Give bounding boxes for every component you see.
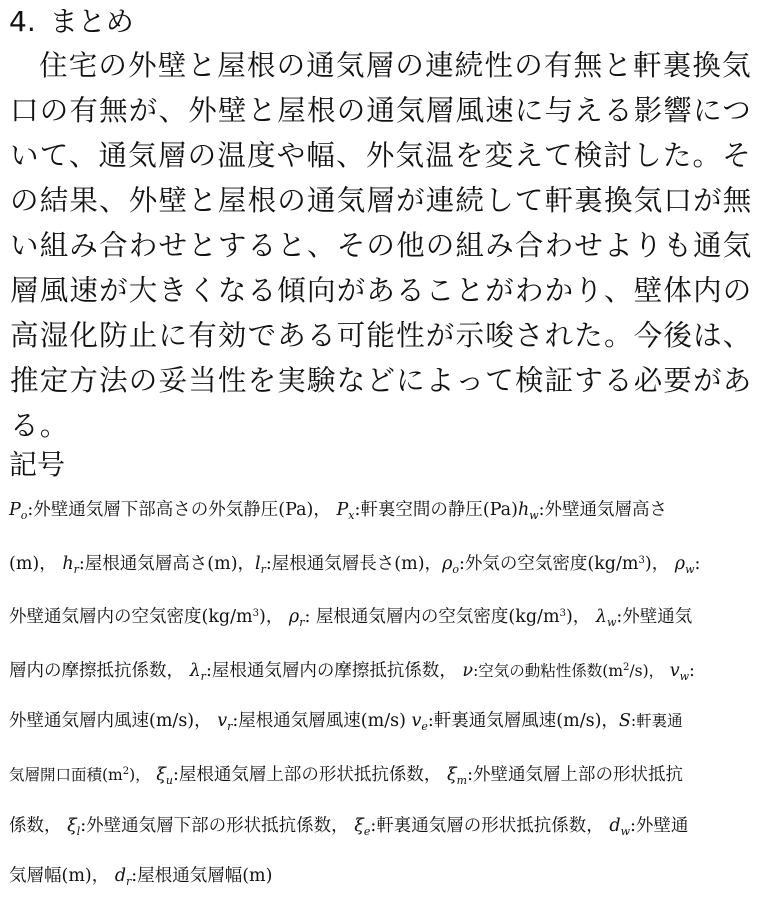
symbol-lr-desc: :屋根通気層長さ(m)，	[265, 553, 443, 574]
symbol-lambda-w-desc: :外壁通気	[616, 607, 693, 628]
summary-line: 層風速が大きくなる傾向があることがわかり、壁体内の	[10, 274, 753, 307]
symbol-xi-u-desc: :屋根通気層上部の形状抵抗係数，	[173, 764, 442, 785]
symbol-xi-e: $\xi_e$	[354, 815, 371, 838]
symbol-rho-o-desc: :外気の空気密度$(kg/m^3)$，	[458, 553, 670, 574]
symbol-hr: $h_r$	[62, 553, 79, 576]
symbol-rho-w: $\rho_w$	[674, 553, 695, 576]
symbol-ve: $v_e$	[411, 711, 428, 734]
symbol-vr-desc: :屋根通気層風速(m/s)	[232, 711, 406, 732]
symbol-hw: $h_w$	[517, 500, 539, 522]
symbol-S-desc: :軒裏通	[630, 712, 683, 731]
section-number: 4.	[9, 5, 36, 38]
symbol-rho-o: $\rho_o$	[442, 553, 459, 576]
symbol-S-desc-cont: 気層開口面積$(m^2)$，	[9, 765, 151, 784]
symbol-xi-l-desc: :外壁通気層下部の形状抵抗係数，	[80, 815, 349, 836]
summary-line: 口の有無が、外壁と屋根の通気層風速に与える影響につ	[10, 94, 752, 127]
symbol-vr: $v_r$	[217, 711, 233, 734]
symbol-Px-desc: :軒裏空間の静圧(Pa)	[354, 500, 518, 520]
symbol-ve-desc: :軒裏通気層風速(m/s)，	[427, 711, 619, 732]
summary-line: る。	[10, 409, 70, 442]
symbol-nu-desc: :空気の動粘性係数$(m^2/s)$，	[473, 661, 665, 680]
section-heading	[9, 4, 134, 40]
symbol-hw-unit: (m)，	[9, 553, 57, 574]
symbol-rho-r-desc: : 屋根通気層内の空気密度$(kg/m^3)$，	[304, 607, 591, 628]
symbol-nu: ν	[462, 660, 474, 681]
symbol-dw: $d_w$	[609, 815, 630, 838]
symbol-dr-desc: :屋根通気層幅(m)	[131, 866, 273, 887]
symbols-line	[9, 854, 761, 905]
symbol-rho-w-colon: :	[694, 553, 701, 574]
symbols-line	[9, 646, 761, 700]
symbol-xi-m-desc: :外壁通気層上部の形状抵抗	[467, 764, 683, 785]
symbol-Po-desc: :外壁通気層下部高さの外気静圧(Pa)，	[27, 500, 331, 520]
symbol-lambda-w: $\lambda_w$	[595, 607, 617, 630]
summary-line: い組み合わせとすると、その他の組み合わせよりも通気	[10, 229, 753, 262]
summary-paragraph	[10, 43, 753, 448]
summary-line: 住宅の外壁と屋根の通気層の連続性の有無と軒裏換気	[39, 49, 752, 82]
symbol-xi-u: $\xi_u$	[156, 764, 173, 787]
symbol-rho-r: $\rho_r$	[288, 607, 305, 630]
symbols-line	[9, 804, 761, 855]
symbols-line	[9, 750, 761, 804]
symbol-dw-desc: :外壁通	[630, 815, 689, 836]
symbol-hw-desc: :外壁通気層高さ	[538, 500, 668, 520]
symbol-vw-desc: 外壁通気層内風速(m/s)，	[9, 711, 212, 732]
symbols-line	[9, 539, 761, 593]
symbol-Px: $P_x$	[336, 500, 355, 522]
symbol-lambda-r-desc: :屋根通気層内の摩擦抵抗係数，	[205, 660, 457, 681]
symbol-vw: $v_w$	[669, 660, 690, 683]
symbol-dw-desc-cont: 気層幅(m)，	[9, 866, 110, 887]
symbol-Po: $P_o$	[9, 500, 28, 522]
summary-line: の結果、外壁と屋根の通気層が連続して軒裏換気口が無	[10, 184, 753, 217]
section-title: まとめ	[49, 5, 134, 38]
summary-line: 推定方法の妥当性を実験などによって検証する必要があ	[10, 364, 753, 397]
symbol-rho-w-desc: 外壁通気層内の空気密度$(kg/m^3)$，	[9, 607, 284, 628]
symbol-lr: $l_r$	[255, 553, 266, 576]
symbols-line	[9, 592, 761, 646]
symbol-lambda-w-desc-cont: 層内の摩擦抵抗係数，	[9, 660, 184, 681]
symbol-hr-desc: :屋根通気層高さ(m)，	[78, 553, 256, 574]
summary-line: 高湿化防止に有効である可能性が示唆された。今後は、	[10, 319, 753, 352]
symbol-xi-m: $\xi_m$	[446, 764, 468, 787]
symbol-vw-colon: :	[689, 660, 695, 681]
symbol-xi-m-desc-cont: 係数，	[9, 815, 62, 836]
symbols-line	[9, 488, 761, 539]
summary-line: いて、通気層の温度や幅、外気温を変えて検討した。そ	[10, 139, 752, 172]
symbol-S: S	[618, 711, 631, 732]
symbols-line	[9, 699, 761, 750]
symbol-xi-e-desc: :軒裏通気層の形状抵抗係数，	[370, 815, 604, 836]
symbols-list	[9, 488, 761, 905]
symbol-xi-l: $\xi_l$	[67, 815, 81, 838]
symbol-dr: $d_r$	[114, 866, 132, 889]
symbols-heading: 記号	[9, 448, 66, 481]
symbol-lambda-r: $\lambda_r$	[189, 660, 206, 683]
